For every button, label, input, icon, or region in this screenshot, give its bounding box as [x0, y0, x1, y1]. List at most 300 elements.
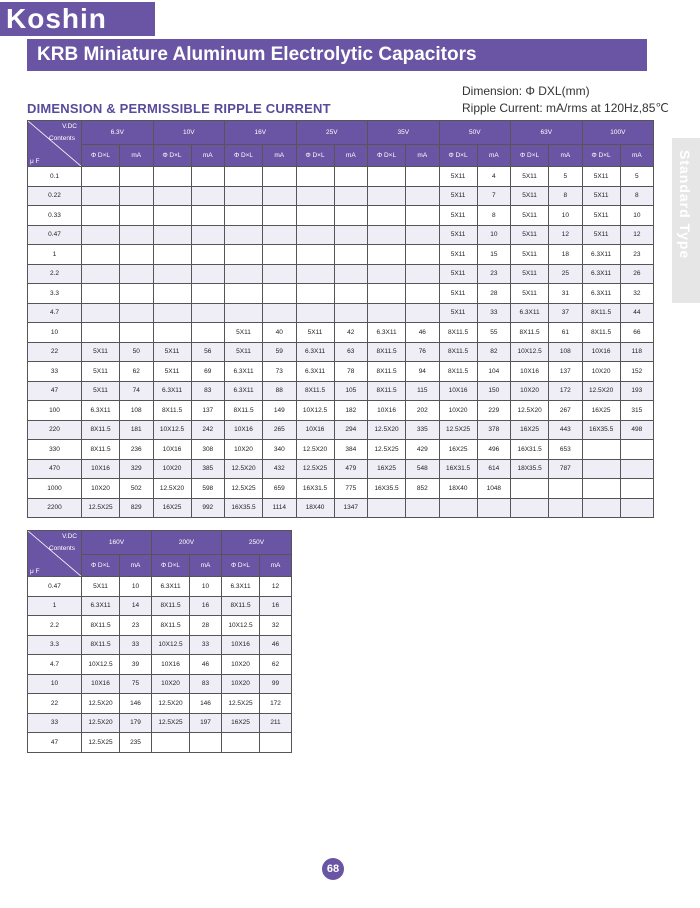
dimension-cell: 6.3X11 [225, 381, 263, 401]
dimension-cell: 16X25 [511, 420, 549, 440]
header-corner [28, 121, 82, 167]
ripple-current-cell: 8 [477, 206, 511, 226]
ripple-current-cell: 479 [334, 459, 368, 479]
voltage-header: 35V [368, 121, 440, 145]
ma-header: mA [263, 145, 297, 167]
dxl-header: Φ D×L [296, 145, 334, 167]
dimension-cell: 12.5X25 [296, 459, 334, 479]
ripple-current-cell: 496 [477, 440, 511, 460]
dimension-cell: 8X11.5 [222, 596, 260, 616]
dimension-cell: 8X11.5 [152, 596, 190, 616]
dimension-cell [82, 245, 120, 265]
capacitance-cell: 2200 [28, 498, 82, 518]
dimension-cell: 8X11.5 [296, 381, 334, 401]
dimension-cell: 5X11 [582, 186, 620, 206]
capacitance-cell: 0.47 [28, 225, 82, 245]
header-contents-label: Contents [48, 135, 75, 142]
dimension-cell: 10X16 [82, 674, 120, 694]
dimension-cell [368, 245, 406, 265]
dimension-cell [82, 323, 120, 343]
page-number: 68 [322, 858, 344, 880]
ripple-current-cell [406, 167, 440, 187]
ripple-current-cell: 335 [406, 420, 440, 440]
ripple-current-cell: 7 [477, 186, 511, 206]
ripple-current-cell: 236 [120, 440, 154, 460]
ripple-current-cell: 16 [260, 596, 292, 616]
ripple-current-cell: 12 [620, 225, 654, 245]
dimension-cell: 5X11 [82, 577, 120, 597]
dimension-cell [296, 186, 334, 206]
dimension-cell [82, 264, 120, 284]
ripple-current-cell: 152 [620, 362, 654, 382]
capacitance-cell: 22 [28, 694, 82, 714]
dimension-cell [153, 225, 191, 245]
ripple-current-cell: 16 [190, 596, 222, 616]
ma-header: mA [260, 555, 292, 577]
ripple-current-table-low-voltage [27, 120, 654, 518]
ripple-current-cell [120, 186, 154, 206]
ripple-current-cell: 83 [191, 381, 225, 401]
dimension-cell: 5X11 [511, 245, 549, 265]
dimension-cell: 5X11 [582, 225, 620, 245]
capacitance-cell: 33 [28, 713, 82, 733]
ripple-current-cell [620, 498, 654, 518]
table-row [28, 381, 654, 401]
ripple-current-cell: 4 [477, 167, 511, 187]
dimension-cell: 8X11.5 [153, 401, 191, 421]
dimension-cell [296, 206, 334, 226]
ripple-current-cell [191, 284, 225, 304]
ripple-current-cell [120, 284, 154, 304]
dimension-cell: 10X16 [152, 655, 190, 675]
ripple-current-cell [406, 264, 440, 284]
ripple-current-cell [334, 245, 368, 265]
dimension-cell: 5X11 [439, 167, 477, 187]
dimension-cell [296, 303, 334, 323]
dimension-cell: 16X35.5 [225, 498, 263, 518]
capacitance-cell: 47 [28, 733, 82, 753]
dimension-cell: 6.3X11 [296, 342, 334, 362]
voltage-header: 10V [153, 121, 225, 145]
dimension-cell: 6.3X11 [296, 362, 334, 382]
ripple-current-cell: 775 [334, 479, 368, 499]
ripple-current-cell: 193 [620, 381, 654, 401]
ripple-current-cell [120, 225, 154, 245]
ripple-current-cell: 74 [120, 381, 154, 401]
capacitance-cell: 3.3 [28, 284, 82, 304]
dimension-cell: 10X16 [153, 440, 191, 460]
dimension-cell: 10X12.5 [511, 342, 549, 362]
ripple-current-cell: 502 [120, 479, 154, 499]
ripple-current-cell [191, 264, 225, 284]
table-row [28, 186, 654, 206]
dimension-cell: 6.3X11 [582, 245, 620, 265]
ripple-current-cell: 378 [477, 420, 511, 440]
ripple-current-cell: 42 [334, 323, 368, 343]
dimension-cell [511, 498, 549, 518]
ripple-current-cell: 46 [406, 323, 440, 343]
ripple-current-cell: 1114 [263, 498, 297, 518]
dimension-cell: 5X11 [511, 225, 549, 245]
dimension-cell: 10X20 [153, 459, 191, 479]
dimension-cell: 12.5X25 [222, 694, 260, 714]
dimension-cell [582, 459, 620, 479]
ripple-current-cell [190, 733, 222, 753]
dimension-cell [368, 264, 406, 284]
dimension-cell: 16X25 [439, 440, 477, 460]
ma-header: mA [120, 555, 152, 577]
dimension-cell [439, 498, 477, 518]
dimension-cell: 8X11.5 [439, 362, 477, 382]
ripple-current-cell [191, 303, 225, 323]
ripple-current-cell: 329 [120, 459, 154, 479]
dimension-cell: 6.3X11 [582, 264, 620, 284]
ripple-current-cell: 82 [477, 342, 511, 362]
ripple-current-cell: 25 [549, 264, 583, 284]
dimension-cell [225, 303, 263, 323]
ripple-current-cell: 10 [620, 206, 654, 226]
side-tab-label: Standard Type [677, 150, 693, 260]
voltage-header: 6.3V [82, 121, 154, 145]
ripple-current-cell: 33 [190, 635, 222, 655]
dimension-cell: 5X11 [511, 206, 549, 226]
table-row [28, 655, 292, 675]
ripple-current-cell: 37 [549, 303, 583, 323]
ripple-current-cell [334, 167, 368, 187]
ripple-current-cell: 46 [260, 635, 292, 655]
ripple-current-cell [406, 225, 440, 245]
ripple-current-cell: 10 [120, 577, 152, 597]
dimension-cell [153, 245, 191, 265]
ripple-current-cell: 31 [549, 284, 583, 304]
voltage-header: 25V [296, 121, 368, 145]
ma-header: mA [191, 145, 225, 167]
dimension-cell: 5X11 [439, 245, 477, 265]
dimension-cell [225, 206, 263, 226]
dimension-cell: 10X12.5 [222, 616, 260, 636]
dimension-cell [368, 498, 406, 518]
dxl-header: Φ D×L [82, 555, 120, 577]
table-row [28, 577, 292, 597]
capacitance-cell: 0.1 [28, 167, 82, 187]
dimension-cell [225, 225, 263, 245]
ripple-current-cell: 108 [120, 401, 154, 421]
ripple-current-cell [191, 186, 225, 206]
ripple-current-cell: 99 [260, 674, 292, 694]
ripple-current-cell: 32 [620, 284, 654, 304]
ripple-current-cell [191, 206, 225, 226]
dimension-cell: 6.3X11 [225, 362, 263, 382]
dimension-cell: 12.5X25 [439, 420, 477, 440]
dimension-cell [153, 186, 191, 206]
dimension-cell: 5X11 [511, 264, 549, 284]
dimension-cell: 5X11 [153, 342, 191, 362]
ripple-current-cell: 149 [263, 401, 297, 421]
dimension-cell: 10X20 [511, 381, 549, 401]
dimension-cell [368, 186, 406, 206]
dimension-cell: 5X11 [82, 362, 120, 382]
dimension-cell [152, 733, 190, 753]
ripple-current-cell: 55 [477, 323, 511, 343]
ripple-current-cell [334, 264, 368, 284]
header-corner [28, 531, 82, 577]
table-row [28, 303, 654, 323]
dimension-cell: 12.5X25 [368, 440, 406, 460]
ripple-current-cell: 150 [477, 381, 511, 401]
dimension-cell [153, 206, 191, 226]
dimension-cell: 8X11.5 [152, 616, 190, 636]
ripple-current-cell: 59 [263, 342, 297, 362]
dimension-cell: 5X11 [582, 206, 620, 226]
dimension-cell: 16X25 [368, 459, 406, 479]
ma-header: mA [620, 145, 654, 167]
ripple-current-cell [191, 323, 225, 343]
ripple-current-cell: 294 [334, 420, 368, 440]
ripple-current-cell: 26 [620, 264, 654, 284]
ripple-current-cell [120, 303, 154, 323]
capacitance-cell: 4.7 [28, 655, 82, 675]
dimension-cell: 10X12.5 [82, 655, 120, 675]
ripple-current-cell: 76 [406, 342, 440, 362]
capacitance-cell: 22 [28, 342, 82, 362]
capacitance-cell: 0.33 [28, 206, 82, 226]
table-row [28, 264, 654, 284]
voltage-header: 100V [582, 121, 654, 145]
dimension-cell: 12.5X20 [82, 713, 120, 733]
capacitance-cell: 33 [28, 362, 82, 382]
ripple-current-cell [334, 284, 368, 304]
side-tab-standard-type [672, 138, 700, 303]
dimension-cell: 10X20 [439, 401, 477, 421]
header-uf-label: μ F [30, 568, 40, 575]
ma-header: mA [190, 555, 222, 577]
ripple-current-cell: 75 [120, 674, 152, 694]
table-row [28, 440, 654, 460]
table-row [28, 733, 292, 753]
dimension-cell: 12.5X20 [296, 440, 334, 460]
dimension-cell [153, 264, 191, 284]
ripple-current-cell: 61 [549, 323, 583, 343]
dimension-cell: 5X11 [439, 264, 477, 284]
ripple-current-cell [260, 733, 292, 753]
ripple-current-cell: 28 [477, 284, 511, 304]
dimension-cell [296, 264, 334, 284]
dimension-cell [153, 284, 191, 304]
ripple-current-cell [191, 167, 225, 187]
dimension-cell [511, 479, 549, 499]
dimension-cell [296, 225, 334, 245]
dimension-cell: 5X11 [296, 323, 334, 343]
ripple-current-cell [263, 264, 297, 284]
dimension-cell [296, 245, 334, 265]
ripple-current-cell: 66 [620, 323, 654, 343]
dimension-cell: 10X16 [222, 635, 260, 655]
ripple-current-cell [334, 186, 368, 206]
dimension-cell [368, 303, 406, 323]
ripple-current-cell: 108 [549, 342, 583, 362]
ripple-current-cell: 179 [120, 713, 152, 733]
dimension-cell: 5X11 [439, 206, 477, 226]
dimension-cell: 8X11.5 [82, 635, 120, 655]
ripple-current-cell [191, 245, 225, 265]
ripple-current-cell: 659 [263, 479, 297, 499]
ripple-current-cell: 12 [549, 225, 583, 245]
ripple-current-cell: 211 [260, 713, 292, 733]
dimension-cell: 12.5X25 [152, 713, 190, 733]
ripple-current-cell: 787 [549, 459, 583, 479]
ripple-current-cell: 265 [263, 420, 297, 440]
table-row [28, 694, 292, 714]
dimension-cell: 18X40 [296, 498, 334, 518]
ripple-current-cell: 63 [334, 342, 368, 362]
ripple-current-cell: 498 [620, 420, 654, 440]
ripple-current-cell: 10 [190, 577, 222, 597]
ripple-current-cell: 23 [120, 616, 152, 636]
dimension-cell: 10X20 [225, 440, 263, 460]
dimension-cell: 10X16 [439, 381, 477, 401]
dimension-cell: 5X11 [153, 362, 191, 382]
dimension-cell: 16X31.5 [511, 440, 549, 460]
dimension-cell: 5X11 [511, 167, 549, 187]
dimension-cell: 8X11.5 [82, 616, 120, 636]
table-row [28, 498, 654, 518]
ripple-current-cell [406, 245, 440, 265]
ripple-current-cell: 653 [549, 440, 583, 460]
dimension-cell: 10X20 [82, 479, 120, 499]
dimension-cell: 6.3X11 [152, 577, 190, 597]
ripple-current-cell: 83 [190, 674, 222, 694]
ripple-current-cell: 598 [191, 479, 225, 499]
dimension-cell: 6.3X11 [368, 323, 406, 343]
header-vdc-label: V.DC [62, 533, 77, 540]
ripple-current-cell: 172 [549, 381, 583, 401]
dimension-cell: 5X11 [511, 284, 549, 304]
dimension-cell: 18X40 [439, 479, 477, 499]
ripple-current-cell: 12 [260, 577, 292, 597]
voltage-header: 16V [225, 121, 297, 145]
ripple-current-cell: 78 [334, 362, 368, 382]
dxl-header: Φ D×L [152, 555, 190, 577]
ripple-current-cell [477, 498, 511, 518]
dimension-cell: 16X31.5 [439, 459, 477, 479]
ripple-current-cell: 14 [120, 596, 152, 616]
dimension-label: Dimension: Φ DXL(mm) [462, 84, 590, 98]
dimension-cell [225, 245, 263, 265]
ripple-current-cell: 32 [260, 616, 292, 636]
ripple-current-cell: 852 [406, 479, 440, 499]
ripple-current-cell [263, 284, 297, 304]
capacitance-cell: 10 [28, 323, 82, 343]
capacitance-cell: 3.3 [28, 635, 82, 655]
ma-header: mA [120, 145, 154, 167]
dimension-cell [153, 167, 191, 187]
ma-header: mA [406, 145, 440, 167]
ripple-current-cell: 94 [406, 362, 440, 382]
table-row [28, 616, 292, 636]
header-contents-label: Contents [48, 545, 75, 552]
ripple-current-cell: 23 [477, 264, 511, 284]
dimension-cell [82, 225, 120, 245]
ripple-current-cell: 432 [263, 459, 297, 479]
dimension-cell [582, 498, 620, 518]
capacitance-cell: 2.2 [28, 616, 82, 636]
dimension-cell: 8X11.5 [82, 420, 120, 440]
dimension-cell: 8X11.5 [511, 323, 549, 343]
dimension-cell: 5X11 [439, 225, 477, 245]
dimension-cell: 10X16 [82, 459, 120, 479]
ripple-current-cell: 69 [191, 362, 225, 382]
header-vdc-label: V.DC [62, 123, 77, 130]
ma-header: mA [334, 145, 368, 167]
ripple-current-table-high-voltage [27, 530, 292, 753]
dimension-cell: 10X12.5 [152, 635, 190, 655]
dimension-cell: 12.5X20 [82, 694, 120, 714]
ripple-current-cell: 88 [263, 381, 297, 401]
brand-logo: Koshin [0, 2, 155, 36]
ripple-current-cell [334, 303, 368, 323]
ripple-current-cell: 105 [334, 381, 368, 401]
dimension-cell: 5X11 [582, 167, 620, 187]
table-row [28, 713, 292, 733]
ripple-current-cell [334, 206, 368, 226]
ripple-current-cell: 829 [120, 498, 154, 518]
capacitance-cell: 1000 [28, 479, 82, 499]
ripple-current-cell: 50 [120, 342, 154, 362]
ripple-current-cell: 1347 [334, 498, 368, 518]
ripple-current-cell: 39 [120, 655, 152, 675]
dimension-cell [225, 284, 263, 304]
dimension-cell: 6.3X11 [82, 596, 120, 616]
ripple-current-cell: 44 [620, 303, 654, 323]
dimension-cell: 8X11.5 [82, 440, 120, 460]
ripple-current-cell [406, 284, 440, 304]
ripple-current-cell: 614 [477, 459, 511, 479]
table-row [28, 342, 654, 362]
ripple-current-cell [406, 498, 440, 518]
ripple-current-cell: 384 [334, 440, 368, 460]
dimension-cell [368, 167, 406, 187]
ripple-current-cell [620, 459, 654, 479]
table-row [28, 401, 654, 421]
dimension-cell [82, 186, 120, 206]
ripple-current-cell: 5 [620, 167, 654, 187]
dimension-cell [296, 167, 334, 187]
ripple-current-cell: 1048 [477, 479, 511, 499]
ripple-current-cell: 181 [120, 420, 154, 440]
dimension-cell: 6.3X11 [582, 284, 620, 304]
ripple-current-cell: 28 [190, 616, 222, 636]
ripple-current-cell [120, 245, 154, 265]
ripple-current-cell [263, 225, 297, 245]
dimension-cell: 12.5X20 [511, 401, 549, 421]
ma-header: mA [477, 145, 511, 167]
dimension-cell: 8X11.5 [368, 381, 406, 401]
ripple-current-cell: 172 [260, 694, 292, 714]
ripple-current-cell: 5 [549, 167, 583, 187]
ripple-current-cell [263, 167, 297, 187]
ripple-current-cell [263, 206, 297, 226]
dimension-cell [153, 323, 191, 343]
dimension-cell: 6.3X11 [511, 303, 549, 323]
dimension-cell [582, 440, 620, 460]
ripple-current-cell: 40 [263, 323, 297, 343]
ripple-current-cell: 308 [191, 440, 225, 460]
dimension-cell [82, 206, 120, 226]
ripple-current-cell: 137 [549, 362, 583, 382]
table-row [28, 596, 292, 616]
ripple-current-cell: 118 [620, 342, 654, 362]
dimension-cell: 8X11.5 [225, 401, 263, 421]
